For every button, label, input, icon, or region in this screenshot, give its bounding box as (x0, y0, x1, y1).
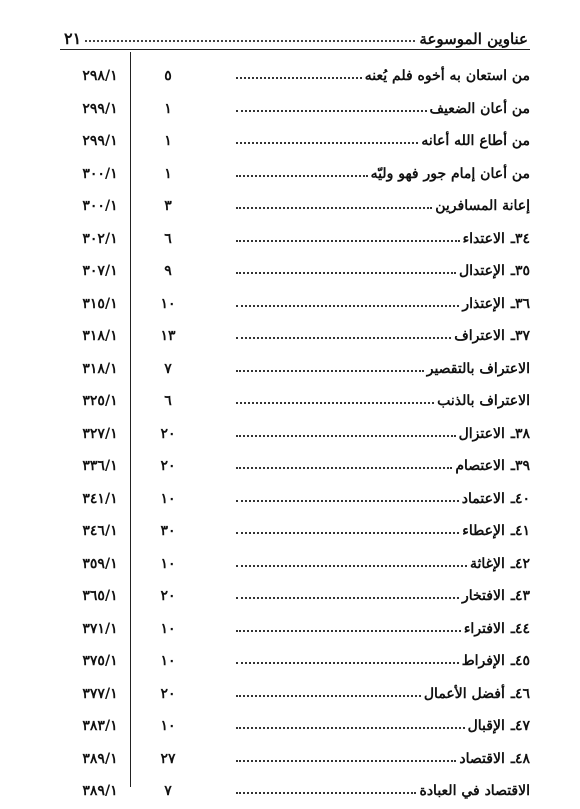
toc-entry (60, 483, 530, 516)
entry-title: الاعتراف (454, 328, 505, 344)
toc-entry (60, 60, 530, 93)
entry-count: ١ (164, 100, 172, 117)
entry-number: ٣٨ـ (510, 425, 530, 442)
entry-page-ref: ٣٨٣/١ (82, 718, 118, 734)
entry-count: ٥ (164, 68, 172, 84)
toc-entry (60, 613, 530, 646)
entry-title: الإغاثة (469, 555, 505, 572)
entry-count: ١٠ (160, 653, 176, 669)
entry-page-ref: ٣٧٥/١ (82, 653, 118, 669)
entry-title-group (230, 166, 530, 182)
leader-dots (236, 467, 452, 469)
toc-entry (60, 418, 530, 451)
entry-title: الاعتزال (458, 425, 505, 442)
entry-title-group (230, 653, 530, 669)
entry-page-ref: ٣٠٠/١ (82, 198, 118, 214)
leader-dots (236, 695, 421, 697)
entry-number: ٤٤ـ (510, 620, 530, 637)
header-rule (60, 49, 530, 50)
toc-entry (60, 645, 530, 678)
leader-dots (236, 142, 418, 144)
entry-page-ref: ٣٧١/١ (82, 620, 118, 637)
entry-page-ref: ٣٥٩/١ (82, 555, 118, 572)
toc-entry (60, 580, 530, 613)
leader-dots (236, 630, 461, 632)
entry-count: ٢٠ (160, 685, 176, 702)
entry-count: ٦ (164, 393, 172, 409)
toc-entry (60, 710, 530, 743)
entry-title-group (230, 783, 530, 799)
entry-page-ref: ٣٧٧/١ (82, 685, 118, 702)
toc-entry (60, 223, 530, 256)
toc-entry (60, 548, 530, 581)
entry-number: ٤٢ـ (510, 555, 530, 572)
leader-dots (236, 370, 424, 372)
entry-title-group (230, 296, 530, 312)
entry-title-group (230, 523, 530, 539)
entry-title: الإعتدال (458, 263, 505, 279)
leader-dots (236, 110, 427, 112)
entry-page-ref: ٢٩٩/١ (82, 100, 118, 117)
entry-number: ٣٧ـ (510, 328, 530, 344)
entry-title-group (230, 68, 530, 84)
entry-page-ref: ٣٣٦/١ (82, 458, 118, 474)
leader-dots (236, 500, 459, 502)
entry-number: ٤٠ـ (510, 490, 530, 507)
entry-count: ١٠ (160, 718, 176, 734)
entry-number: ٤٣ـ (510, 588, 530, 604)
entry-count: ٦ (164, 230, 172, 247)
entry-count: ٢٠ (160, 425, 176, 442)
entry-title-group (230, 198, 530, 214)
entry-page-ref: ٣٨٩/١ (82, 750, 118, 767)
toc-entry (60, 125, 530, 158)
toc-entry (60, 678, 530, 711)
entry-title: من استعان به أخوه فلم يُعنه (364, 68, 530, 84)
leader-dots (236, 77, 362, 79)
toc-entry (60, 775, 530, 808)
entry-number: ٣٦ـ (510, 295, 530, 312)
entry-title: الافتخار (461, 588, 505, 604)
entry-number: ٤٧ـ (510, 718, 530, 734)
entry-number: ٤٦ـ (510, 685, 530, 702)
entry-title: الاقتصاد (459, 750, 505, 767)
leader-dots (236, 305, 459, 307)
entry-count: ١ (164, 165, 172, 182)
entry-title-group (230, 621, 530, 637)
entry-count: ٣ (164, 198, 172, 214)
entry-number: ٤٥ـ (510, 653, 530, 669)
entry-count: ٧ (164, 360, 172, 377)
entry-title-group (230, 458, 530, 474)
toc-list (60, 60, 530, 808)
toc-entry (60, 320, 530, 353)
entry-page-ref: ٣٨٩/١ (82, 783, 118, 799)
entry-title: الافتراء (463, 620, 505, 637)
page-header (64, 20, 528, 48)
entry-title: من أعان الضعيف (429, 100, 530, 117)
page-number: ٢١ (64, 29, 82, 48)
entry-title: إعانة المسافرين (435, 198, 530, 214)
entry-page-ref: ٣٢٥/١ (82, 393, 118, 409)
leader-dots (236, 760, 456, 762)
toc-entry (60, 190, 530, 223)
entry-title-group (230, 718, 530, 734)
toc-entry (60, 450, 530, 483)
entry-count: ٣٠ (160, 523, 176, 539)
entry-count: ١٠ (160, 555, 176, 572)
entry-number: ٣٩ـ (510, 458, 530, 474)
entry-page-ref: ٣١٨/١ (82, 360, 118, 377)
entry-number: ٣٤ـ (510, 230, 530, 247)
entry-title-group (230, 263, 530, 279)
toc-entry (60, 288, 530, 321)
entry-title-group (230, 361, 530, 377)
entry-count: ١ (164, 133, 172, 149)
header-leader-dots (85, 40, 415, 42)
entry-title-group (230, 426, 530, 442)
entry-page-ref: ٣٠٧/١ (82, 263, 118, 279)
leader-dots (236, 240, 460, 242)
toc-entry (60, 743, 530, 776)
toc-entry (60, 353, 530, 386)
entry-title-group (230, 101, 530, 117)
leader-dots (236, 662, 459, 664)
leader-dots (236, 435, 456, 437)
toc-entry (60, 385, 530, 418)
entry-title-group (230, 133, 530, 149)
entry-count: ١٣ (160, 328, 176, 344)
entry-title-group (230, 686, 530, 702)
entry-title: من أعان إمام جور فهو وليّه (370, 165, 530, 182)
entry-title-group (230, 588, 530, 604)
entry-number: ٣٥ـ (510, 263, 530, 279)
entry-count: ٩ (164, 263, 172, 279)
leader-dots (236, 565, 467, 567)
entry-number: ٤٨ـ (510, 750, 530, 767)
entry-number: ٤١ـ (510, 523, 530, 539)
entry-page-ref: ٣٤٦/١ (82, 523, 118, 539)
leader-dots (236, 597, 459, 599)
entry-title: الإعطاء (462, 523, 505, 539)
entry-page-ref: ٣١٥/١ (82, 295, 118, 312)
entry-title-group (230, 491, 530, 507)
entry-page-ref: ٢٩٩/١ (82, 133, 118, 149)
entry-title: الإفراط (461, 653, 505, 669)
leader-dots (236, 402, 434, 404)
entry-page-ref: ٣٦٥/١ (82, 588, 118, 604)
entry-count: ٢٠ (160, 458, 176, 474)
leader-dots (236, 175, 368, 177)
entry-page-ref: ٣١٨/١ (82, 328, 118, 344)
entry-title: من أطاع الله أعانه (421, 133, 530, 149)
entry-title-group (230, 231, 530, 247)
entry-count: ١٠ (160, 620, 176, 637)
leader-dots (236, 727, 465, 729)
entry-title: الاقتصاد في العبادة (419, 783, 530, 799)
entry-title: الإعتذار (462, 295, 505, 312)
toc-entry (60, 93, 530, 126)
toc-entry (60, 515, 530, 548)
entry-title-group (230, 328, 530, 344)
leader-dots (236, 272, 456, 274)
entry-title: الاعتماد (461, 490, 505, 507)
entry-count: ٢٠ (160, 588, 176, 604)
running-title: عناوين الموسوعة (419, 30, 528, 48)
entry-title: الاعتراف بالذنب (437, 393, 530, 409)
leader-dots (236, 207, 432, 209)
entry-title: أفضل الأعمال (423, 685, 505, 702)
entry-page-ref: ٣٢٧/١ (82, 425, 118, 442)
entry-count: ٧ (164, 783, 172, 799)
entry-title-group (230, 556, 530, 572)
entry-title: الاعتصام (455, 458, 505, 474)
leader-dots (236, 792, 416, 794)
entry-title: الاعتراف بالتقصير (426, 360, 530, 377)
entry-page-ref: ٢٩٨/١ (82, 68, 118, 84)
toc-entry (60, 255, 530, 288)
toc-entry (60, 158, 530, 191)
entry-page-ref: ٣٠٢/١ (82, 230, 118, 247)
entry-page-ref: ٣٤١/١ (82, 490, 118, 507)
entry-title: الاعتداء (462, 230, 505, 247)
leader-dots (236, 532, 459, 534)
entry-title-group (230, 751, 530, 767)
entry-count: ٢٧ (160, 750, 176, 767)
leader-dots (236, 337, 451, 339)
entry-title: الإقبال (467, 718, 505, 734)
entry-page-ref: ٣٠٠/١ (82, 165, 118, 182)
entry-title-group (230, 393, 530, 409)
entry-count: ١٠ (160, 490, 176, 507)
entry-count: ١٠ (160, 295, 176, 312)
